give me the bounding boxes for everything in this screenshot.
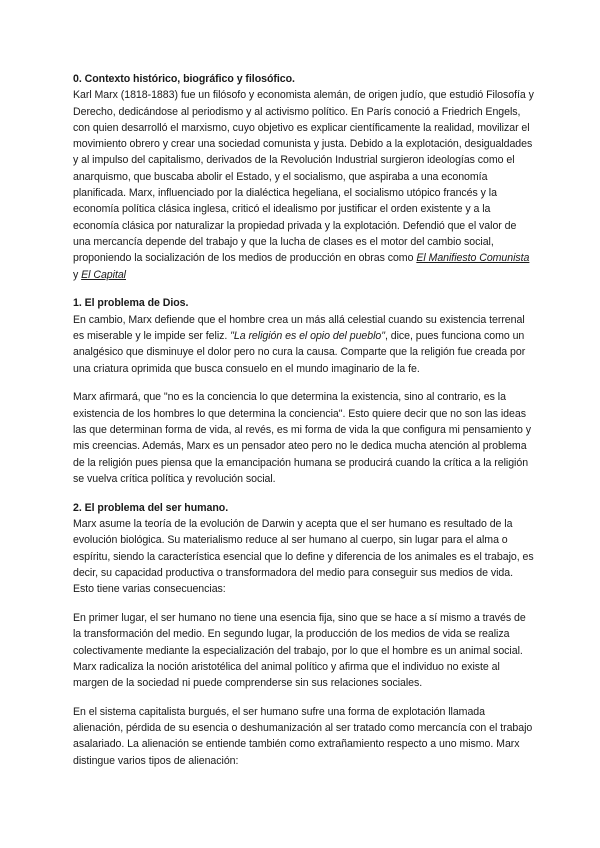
spacer bbox=[73, 487, 535, 500]
opium-quote: "La religión es el opio del pueblo" bbox=[230, 329, 385, 342]
section-0-heading: 0. Contexto histórico, biográfico y filosófico. bbox=[73, 73, 295, 85]
work-manifiesto-link[interactable]: El Manifiesto Comunista bbox=[416, 252, 530, 265]
section-2-paragraph-2: En primer lugar, el ser humano no tiene una esencia fija, sino que se hace a sí mismo a través de la transformación del medio. En segundo lugar, la producción de los medios de vida se realiza colectivamente mediante la especialización del trabajo, por lo que el hombre es un animal social. Marx radicaliza la noción aristotélica del animal político y afirma que el individuo no existe al margen de la sociedad ni puede comprenderse sin sus relaciones sociales. bbox=[73, 611, 526, 690]
section-0-text: Karl Marx (1818-1883) fue un filósofo y economista alemán, de origen judío, que estudió Filosofía y Derecho, dedicándose al periodismo y al activismo político. En París conoció a Friedrich Engels, con quien desarrolló el marxismo, cuyo objetivo es explicar científicamente la realidad, movilizar el movimiento obrero y crear una sociedad comunista y justa. Debido a la explotación, desigualdades y al impulso del capitalismo, derivados de la Revolución Industrial surgieron ideologías como el anarquismo, que buscaba abolir el Estado, y el socialismo, que aspiraba a una economía planificada. Marx, influenciado por la dialéctica hegeliana, el socialismo utópico francés y la economía política clásica inglesa, criticó el idealismo por justificar el orden existente y a la economía clásica por naturalizar la propiedad privada y la explotación. Defendió que el valor de una mercancía depende del trabajo y que la lucha de clases es el motor del cambio social, proponiendo la socialización de los medios de producción en obras como bbox=[73, 89, 534, 265]
section-1-text-a: En cambio, Marx defiende que el hombre crea un más allá celestial cuando su existencia terrenal es miserable y le impide ser feliz. bbox=[73, 313, 525, 342]
section-0-paragraph bbox=[73, 87, 535, 283]
conjunction-text: y bbox=[73, 268, 82, 281]
spacer bbox=[73, 377, 535, 390]
section-1-paragraph-1 bbox=[73, 312, 535, 377]
spacer bbox=[73, 597, 535, 610]
section-2-paragraph-1: Marx asume la teoría de la evolución de Darwin y acepta que el ser humano es resultado de la evolución biológica. Su materialismo reduce al ser humano al cuerpo, sin lugar para el alma o espíritu, siendo la característica esencial que lo define y diferencia de los animales es el trabajo, es decir, su capacidad productiva o transformadora del medio para conseguir sus medios de vida. Esto tiene varias consecuencias: bbox=[73, 517, 534, 596]
spacer bbox=[73, 691, 535, 704]
document-body bbox=[73, 71, 535, 769]
section-2-heading: 2. El problema del ser humano. bbox=[73, 501, 229, 514]
work-capital-link[interactable]: El Capital bbox=[81, 268, 126, 281]
section-1-heading: 1. El problema de Dios. bbox=[73, 297, 189, 310]
section-2-paragraph-3: En el sistema capitalista burgués, el ser humano sufre una forma de explotación llamada alienación, pérdida de su esencia o deshumanización al ser tratado como mercancía con el trabajo asalariado. La alienación se entiende también como extrañamiento respecto a uno mismo. Marx distingue varios tipos de alienación: bbox=[73, 705, 533, 767]
section-1-paragraph-2: Marx afirmará, que "no es la conciencia lo que determina la existencia, sino al contrario, es la existencia de los hombres lo que determina la conciencia". Esto quiere decir que no son las ideas las que determinan forma de vida, al revés, es mi forma de vida la que configura mi pensamiento y mis creencias. Además, Marx es un pensador ateo pero no le dedica mucha atención al problema de la religión pues piensa que la emancipación humana se producirá cuando la crítica a la religión se vuelva crítica política y revolución social. bbox=[73, 391, 531, 485]
section-1-text-b: , dice, pues funciona como un analgésico que disminuye el dolor pero no cura la causa. Comparte que la religión fue creada por una criatura oprimida que busca consuelo en el mundo imaginario de la fe. bbox=[73, 329, 526, 375]
spacer bbox=[73, 283, 535, 296]
